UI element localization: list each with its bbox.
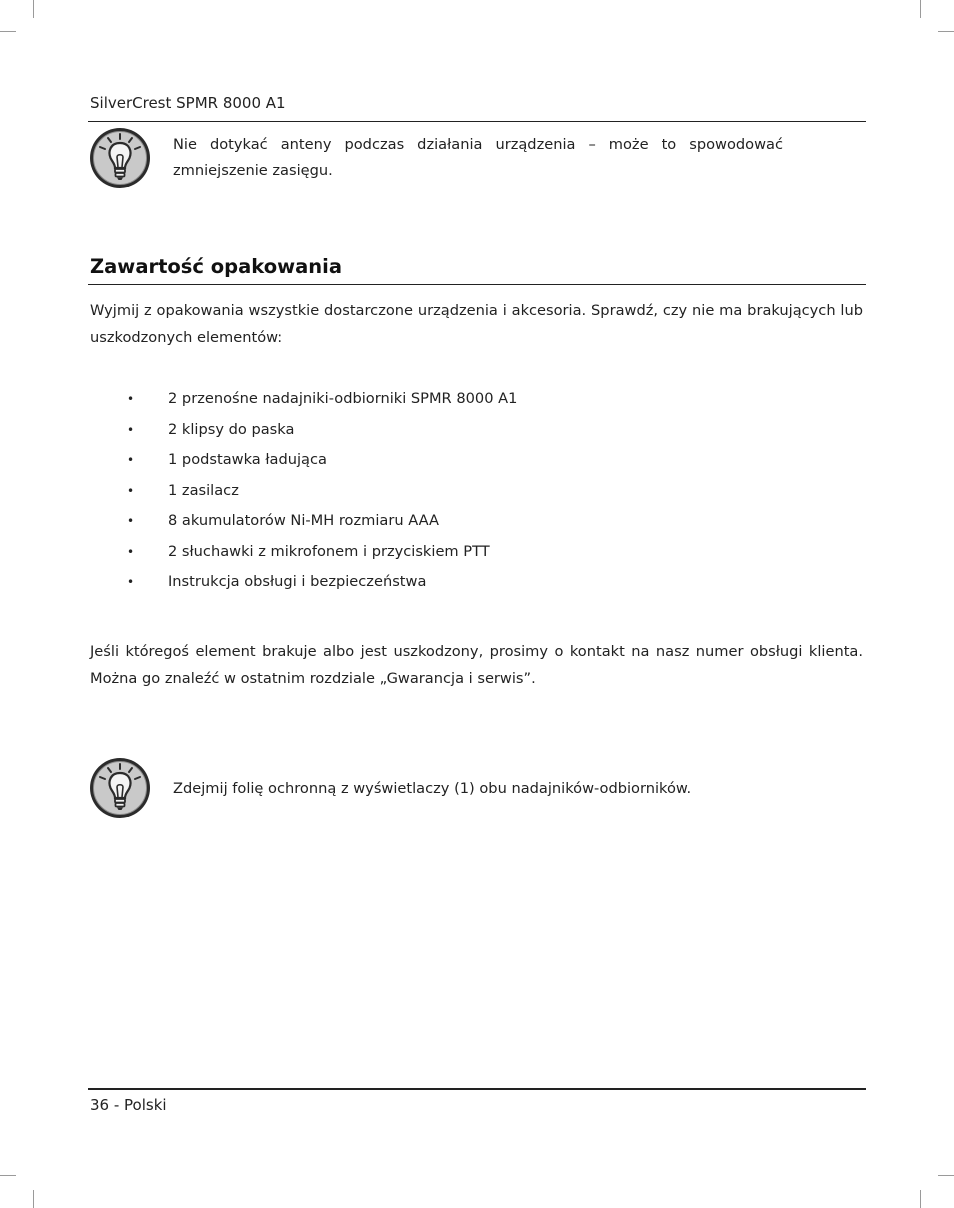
list-item-text: 2 słuchawki z mikrofonem i przyciskiem PTT [168, 542, 490, 560]
page-header-title: SilverCrest SPMR 8000 A1 [90, 94, 286, 112]
bullet: • [127, 422, 135, 437]
list-item [125, 415, 517, 446]
crop-mark [920, 0, 921, 18]
crop-mark [33, 0, 34, 18]
crop-mark [920, 1190, 921, 1208]
tip-text: Nie dotykać anteny podczas działania urządzenia – może to spowodować zmniejszenie zasięgu. [173, 136, 783, 179]
tip-text: Zdejmij folię ochronną z wyświetlaczy (1) obu nadajników-odbiorników. [173, 780, 692, 797]
list-item [125, 384, 517, 415]
lightbulb-icon [88, 126, 152, 190]
list-item [125, 506, 517, 537]
crop-mark [0, 31, 16, 32]
missing-items-paragraph: Jeśli któregoś element brakuje albo jest uszkodzony, prosimy o kontakt na nasz numer obsługi klienta. Można go znaleźć w ostatnim rozdziale „Gwarancja i serwis”. [90, 643, 863, 687]
footer-rule [88, 1088, 866, 1090]
list-item-text: Instrukcja obsługi i bezpieczeństwa [168, 573, 427, 590]
bullet: • [127, 544, 135, 559]
list-item [125, 476, 517, 507]
list-item-text: 1 zasilacz [168, 481, 239, 499]
list-item-text: 2 klipsy do paska [168, 420, 295, 438]
list-item [125, 445, 517, 476]
section-heading: Zawartość opakowania [90, 255, 343, 278]
list-item-text: 1 podstawka ładująca [168, 451, 327, 468]
section-rule [88, 284, 866, 285]
list-item [125, 567, 517, 598]
intro-paragraph: Wyjmij z opakowania wszystkie dostarczone urządzenia i akcesoria. Sprawdź, czy nie ma brakujących lub uszkodzonych elementów: [90, 302, 863, 346]
crop-mark [938, 1175, 954, 1176]
crop-mark [938, 31, 954, 32]
list-item-text: 8 akumulatorów Ni-MH rozmiaru AAA [168, 512, 439, 529]
list-item-text: 2 przenośne nadajniki-odbiorniki SPMR 8000 A1 [168, 390, 518, 407]
crop-mark [0, 1175, 16, 1176]
page-footer: 36 - Polski [90, 1096, 167, 1114]
header-rule [88, 121, 866, 122]
lightbulb-icon [88, 756, 152, 820]
bullet: • [127, 483, 135, 498]
bullet: • [127, 575, 135, 589]
bullet: • [127, 392, 135, 406]
list-item [125, 537, 517, 568]
package-contents-list [125, 384, 517, 598]
crop-mark [33, 1190, 34, 1208]
bullet: • [127, 453, 135, 467]
bullet: • [127, 514, 135, 528]
